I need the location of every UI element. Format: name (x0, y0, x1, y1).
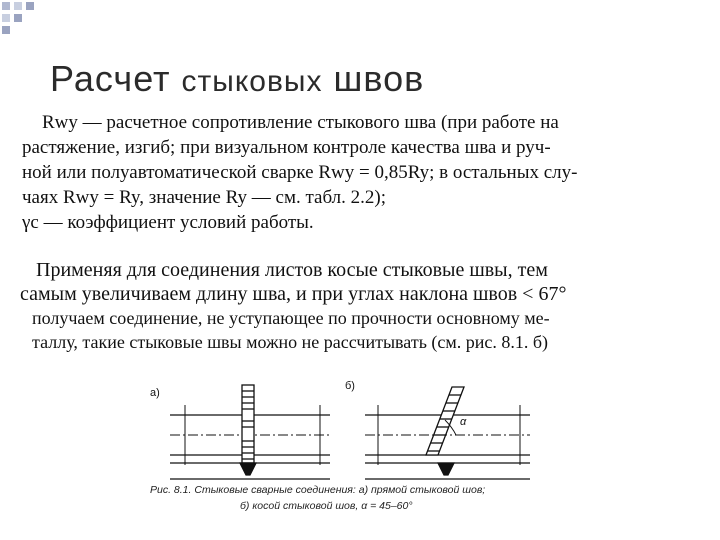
text-line: таллу, такие стыковые швы можно не рассчитывать (см. рис. 8.1. б) (32, 332, 549, 352)
page-title: Расчет стыковых швов (50, 58, 425, 99)
alpha-label: α (460, 416, 467, 428)
text-line: ной или полуавтоматической сварке Rwy = 0,85Ry; в остальных слу- (22, 162, 578, 183)
text-line: растяжение, изгиб; при визуальном контроле качества шва и руч- (22, 137, 551, 158)
main-paragraph (20, 258, 566, 354)
figure-caption (150, 482, 485, 514)
text-line: γc — коэффициент условий работы. (22, 212, 314, 233)
figure-label-b: б) (345, 380, 355, 392)
definitions-paragraph (22, 110, 578, 235)
corner-decoration (0, 0, 60, 40)
text-line: самым увеличиваем длину шва, и при углах наклона швов < 67° (20, 283, 567, 305)
straight-weld-drawing (170, 385, 330, 479)
caption-line: б) косой стыковой шов, α = 45–60° (240, 500, 413, 512)
text-line: Rwy — расчетное сопротивление стыкового шва (при работе на (42, 112, 559, 133)
text-line: чаях Rwy = Ry, значение Ry — см. табл. 2.2); (22, 187, 386, 208)
text-line: получаем соединение, не уступающее по прочности основному ме- (32, 308, 550, 328)
figure-label-a: а) (150, 387, 160, 399)
text-line: Применяя для соединения листов косые стыковые швы, тем (36, 259, 548, 281)
caption-line: Рис. 8.1. Стыковые сварные соединения: а) прямой стыковой шов; (150, 484, 486, 496)
skewed-weld-drawing (365, 387, 530, 479)
